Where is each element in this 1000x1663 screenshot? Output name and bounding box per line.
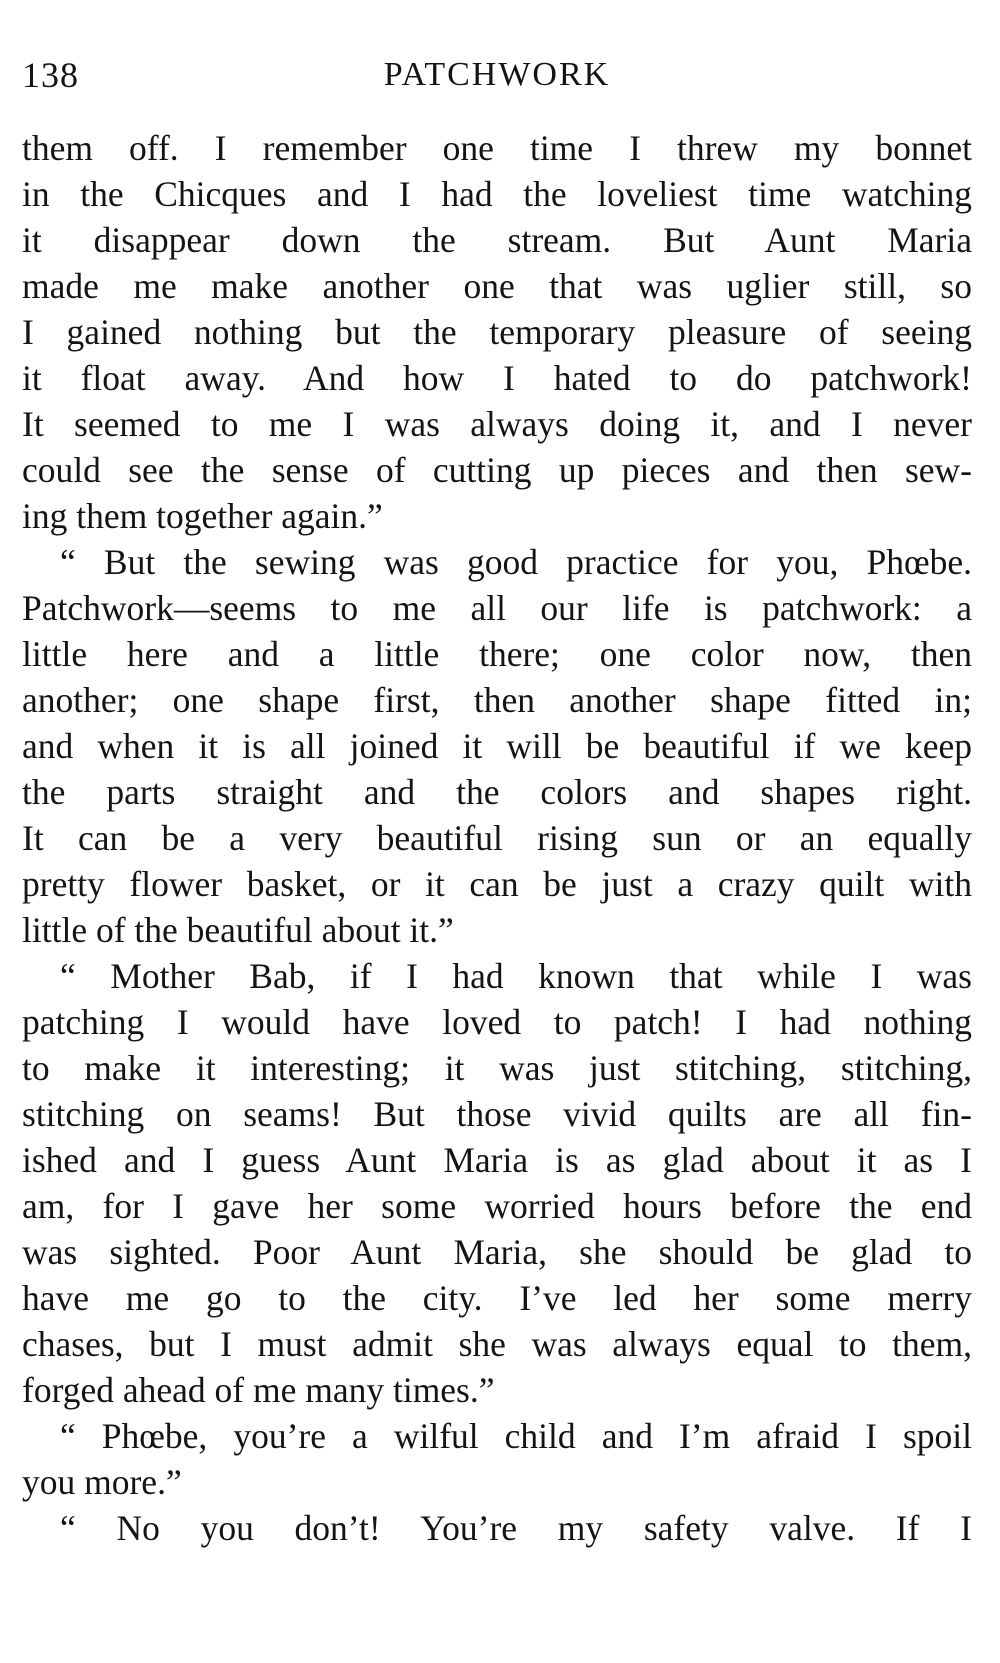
text-line: was sighted. Poor Aunt Maria, she should be glad to [22,1232,972,1272]
text-line: you more.” [22,1462,182,1502]
body-text [22,125,972,1551]
text-line: could see the sense of cutting up pieces and then sew- [22,450,972,490]
text-line: “ But the sewing was good practice for you, Phœbe. [60,542,972,582]
text-line: It can be a very beautiful rising sun or an equally [22,818,972,858]
text-line: to make it interesting; it was just stitching, stitching, [22,1048,972,1088]
text-line: another; one shape first, then another shape fitted in; [22,680,972,720]
text-line: it disappear down the stream. But Aunt Maria [22,220,972,260]
text-line: and when it is all joined it will be beautiful if we keep [22,726,972,766]
text-line: made me make another one that was uglier still, so [22,266,972,306]
text-line: them off. I remember one time I threw my bonnet [22,128,972,168]
text-line: “ Phœbe, you’re a wilful child and I’m afraid I spoil [60,1416,972,1456]
page-number: 138 [22,55,79,95]
text-line: “ Mother Bab, if I had known that while I was [60,956,972,996]
text-line: pretty flower basket, or it can be just a crazy quilt with [22,864,972,904]
text-line: forged ahead of me many times.” [22,1370,495,1410]
text-line: I gained nothing but the temporary pleasure of seeing [22,312,972,352]
text-line: “ No you don’t! You’re my safety valve. If I [60,1508,972,1548]
text-line: chases, but I must admit she was always equal to them, [22,1324,972,1364]
text-line: It seemed to me I was always doing it, and I never [22,404,972,444]
text-line: little here and a little there; one color now, then [22,634,972,674]
text-line: ished and I guess Aunt Maria is as glad about it as I [22,1140,972,1180]
text-line: in the Chicques and I had the loveliest time watching [22,174,972,214]
text-line: it float away. And how I hated to do patchwork! [22,358,972,398]
text-line: ing them together again.” [22,496,383,536]
text-line: stitching on seams! But those vivid quilts are all fin- [22,1094,972,1134]
running-head [22,50,972,100]
text-line: Patchwork—seems to me all our life is patchwork: a [22,588,972,628]
text-line: have me go to the city. I’ve led her some merry [22,1278,972,1318]
text-line: patching I would have loved to patch! I had nothing [22,1002,972,1042]
text-line: little of the beautiful about it.” [22,910,454,950]
text-line: am, for I gave her some worried hours before the end [22,1186,972,1226]
running-head-title: PATCHWORK [383,56,611,93]
text-line: the parts straight and the colors and shapes right. [22,772,972,812]
